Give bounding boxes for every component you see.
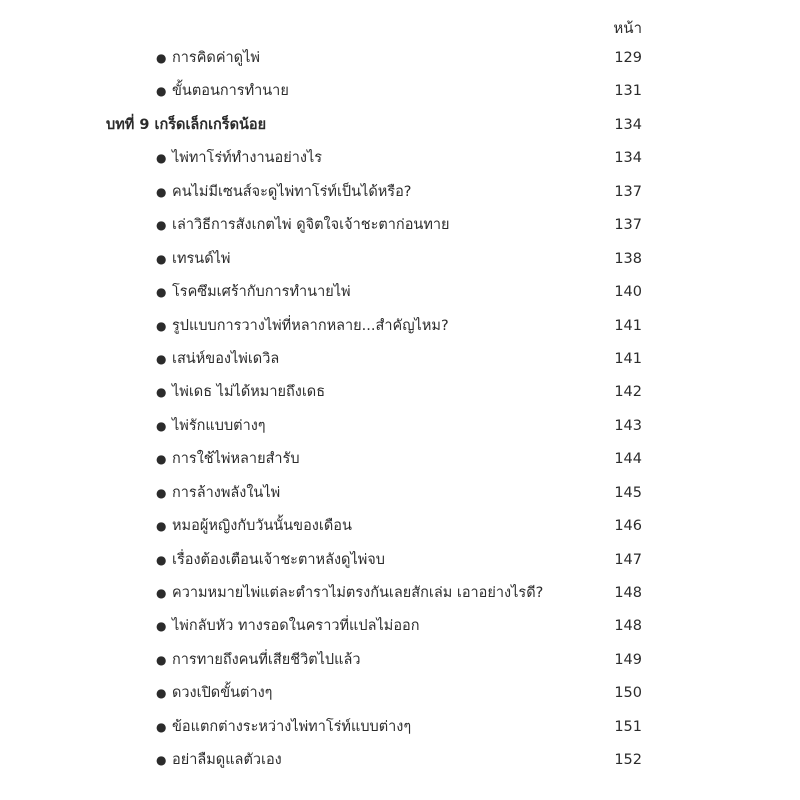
bullet-icon: ●: [156, 452, 167, 467]
bullet-icon: ●: [156, 218, 167, 233]
toc-entry-row: [0, 312, 800, 345]
toc-entry-row: [0, 278, 800, 311]
entry-title: อย่าลืมดูแลตัวเอง: [172, 752, 282, 769]
toc-entry-row: [0, 579, 800, 612]
toc-entry-row: [0, 77, 800, 110]
page-number: 147: [614, 551, 642, 568]
toc-entry-row: [0, 512, 800, 545]
bullet-icon: ●: [156, 418, 167, 433]
toc-entry-row: [0, 546, 800, 579]
entry-title: เสน่ห์ของไพ่เดวิล: [172, 350, 280, 367]
page-number: 148: [614, 618, 642, 635]
entry-title: การทายถึงคนที่เสียชีวิตไปแล้ว: [172, 651, 361, 668]
page-number: 151: [614, 718, 642, 735]
page-number: 134: [614, 150, 642, 167]
toc-entry-row: [0, 378, 800, 411]
page-number: 140: [614, 284, 642, 301]
toc-entry-row: [0, 746, 800, 779]
toc-entry-row: [0, 345, 800, 378]
page-number: 138: [614, 250, 642, 267]
entry-title: การล้างพลังในไพ่: [172, 484, 281, 501]
page-number: 129: [614, 50, 642, 66]
entry-title: ดวงเปิดขั้นต่างๆ: [172, 685, 273, 702]
page-number: 137: [614, 183, 642, 200]
toc-entry-row: [0, 612, 800, 645]
page-number: 134: [614, 116, 642, 133]
entry-title: รูปแบบการวางไพ่ที่หลากหลาย...สำคัญไหม?: [172, 317, 449, 334]
toc-entry-row: [0, 144, 800, 177]
toc-entry-row: [0, 44, 800, 77]
page-number: 148: [614, 585, 642, 601]
entry-title: หมอผู้หญิงกับวันนั้นของเดือน: [172, 518, 352, 535]
bullet-icon: ●: [156, 485, 167, 500]
page-number: 143: [614, 417, 642, 434]
toc-entry-row: [0, 211, 800, 244]
page-number: 152: [614, 752, 642, 769]
entry-title: การใช้ไพ่หลายสำรับ: [172, 451, 300, 468]
entry-title: ความหมายไพ่แต่ละตำราไม่ตรงกันเลยสักเล่ม เอาอย่างไรดี?: [172, 585, 544, 601]
bullet-icon: ●: [156, 51, 167, 65]
page-number: 137: [614, 217, 642, 234]
entry-title: ไพ่เดธ ไม่ได้หมายถึงเดธ: [172, 384, 326, 401]
page-number: 142: [614, 384, 642, 401]
entry-title: โรคซึมเศร้ากับการทำนายไพ่: [172, 284, 351, 301]
entry-title: เทรนด์ไพ่: [172, 250, 231, 267]
bullet-icon: ●: [156, 552, 167, 567]
bullet-icon: ●: [156, 385, 167, 400]
entry-title: เรื่องต้องเตือนเจ้าชะตาหลังดูไพ่จบ: [172, 551, 386, 568]
entry-title: ไพ่รักแบบต่างๆ: [172, 417, 266, 434]
page-column-header: หน้า: [613, 19, 642, 37]
page-number: 144: [614, 451, 642, 468]
entry-title: การคิดค่าดูไพ่: [172, 50, 260, 66]
bullet-icon: ●: [156, 285, 167, 300]
bullet-icon: ●: [156, 351, 167, 366]
chapter-title: บทที่ 9 เกร็ดเล็กเกร็ดน้อย: [106, 116, 267, 133]
table-of-contents: [0, 44, 800, 780]
entry-title: ขั้นตอนการทำนาย: [172, 83, 289, 100]
page-number: 131: [614, 83, 642, 100]
toc-entry-row: [0, 178, 800, 211]
toc-entry-row: [0, 245, 800, 278]
entry-title: คนไม่มีเซนส์จะดูไพ่ทาโร่ท์เป็นได้หรือ?: [172, 183, 412, 200]
entry-title: ไพ่ทาโร่ท์ทำงานอย่างไร: [172, 150, 323, 167]
bullet-icon: ●: [156, 151, 167, 166]
toc-chapter-row: [0, 111, 800, 144]
page-number: 145: [614, 484, 642, 501]
bullet-icon: ●: [156, 586, 167, 600]
toc-entry-row: [0, 679, 800, 712]
bullet-icon: ●: [156, 251, 167, 266]
toc-entry-row: [0, 713, 800, 746]
bullet-icon: ●: [156, 184, 167, 199]
bullet-icon: ●: [156, 686, 167, 701]
entry-title: เล่าวิธีการสังเกตไพ่ ดูจิตใจเจ้าชะตาก่อนทาย: [172, 217, 450, 234]
bullet-icon: ●: [156, 719, 167, 734]
bullet-icon: ●: [156, 519, 167, 534]
toc-entry-row: [0, 646, 800, 679]
page-number: 150: [614, 685, 642, 702]
toc-entry-row: [0, 445, 800, 478]
page-number: 141: [614, 350, 642, 367]
page-number: 149: [614, 651, 642, 668]
entry-title: ไพ่กลับหัว ทางรอดในคราวที่แปลไม่ออก: [172, 618, 420, 635]
bullet-icon: ●: [156, 318, 167, 333]
toc-entry-row: [0, 479, 800, 512]
bullet-icon: ●: [156, 619, 167, 634]
bullet-icon: ●: [156, 84, 167, 99]
toc-entry-row: [0, 412, 800, 445]
page-number: 146: [614, 518, 642, 535]
page-number: 141: [614, 317, 642, 334]
entry-title: ข้อแตกต่างระหว่างไพ่ทาโร่ท์แบบต่างๆ: [172, 718, 412, 735]
bullet-icon: ●: [156, 753, 167, 768]
bullet-icon: ●: [156, 652, 167, 667]
